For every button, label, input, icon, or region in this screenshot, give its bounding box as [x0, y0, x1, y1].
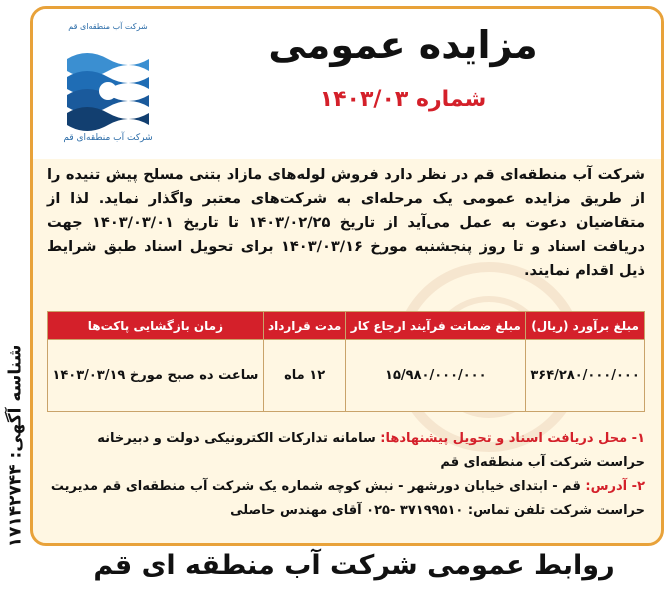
notice-id-vertical	[2, 296, 28, 596]
water-waves-icon	[65, 45, 151, 131]
notice-header	[33, 9, 661, 159]
logo-bottom-text: شرکت آب منطقه‌ای قم	[63, 133, 153, 143]
note1-label: ۱- محل دریافت اسناد و تحویل پیشنهادها:	[380, 431, 645, 446]
note2-text: قم - ابتدای خیابان دورشهر - نبش کوچه شماره یک شرکت آب منطقه‌ای قم مدیریت حراست شرکت تلفن تماس: ۳۷۱۹۹۵۱۰ -۰۲۵ آقای مهندس حاصلی	[50, 479, 645, 518]
notice-frame	[30, 6, 664, 546]
table-row	[48, 340, 645, 412]
col-guarantee: مبلغ ضمانت فرآیند ارجاع کار	[346, 312, 526, 340]
notice-notes	[47, 427, 645, 523]
note-document-location	[47, 427, 645, 475]
cell-estimate: ۳۶۴/۲۸۰/۰۰۰/۰۰۰	[526, 340, 645, 412]
notice-id-text: شناسه آگهی: ۱۷۱۴۲۷۴۴	[5, 344, 26, 548]
note2-label: ۲- آدرس:	[585, 479, 645, 494]
company-logo	[57, 21, 159, 149]
notice-footer: روابط عمومی شرکت آب منطقه ای قم	[93, 550, 615, 581]
note-address	[47, 475, 645, 523]
col-estimate: مبلغ برآورد (ریال)	[526, 312, 645, 340]
col-opening-time: زمان بازگشایی پاکت‌ها	[48, 312, 264, 340]
notice-body: شرکت آب منطقه‌ای قم در نظر دارد فروش لوله‌های مازاد بتنی مسلح پیش تنیده را از طریق مزایده عمومی یک مرحله‌ای به شرکت‌های معتبر واگذار نماید. لذا از متقاضیان دعوت به عمل می‌آید از تاریخ ۱۴۰۳/۰۲/۲۵ تا تاریخ ۱۴۰۳/۰۳/۰۱ جهت دریافت اسناد و تا روز پنجشنبه مورخ ۱۴۰۳/۰۳/۱۶ برای تحویل اسناد طبق شرایط ذیل اقدام نمایند.	[47, 166, 646, 279]
cell-opening-time: ساعت ده صبح مورخ ۱۴۰۳/۰۳/۱۹	[48, 340, 264, 412]
notice-title: مزایده عمومی	[268, 23, 538, 67]
bid-table-header-row	[48, 312, 645, 340]
notice-number: شماره ۱۴۰۳/۰۳	[319, 87, 487, 112]
note1-text: سامانه تدارکات الکترونیکی دولت و دبیرخانه حراست شرکت آب منطقه‌ای قم	[97, 431, 645, 470]
bid-table	[47, 311, 645, 412]
cell-guarantee: ۱۵/۹۸۰/۰۰۰/۰۰۰	[346, 340, 526, 412]
logo-top-text: شرکت آب منطقه‌ای قم	[68, 22, 148, 31]
cell-duration: ۱۲ ماه	[263, 340, 346, 412]
col-duration: مدت قرارداد	[263, 312, 346, 340]
